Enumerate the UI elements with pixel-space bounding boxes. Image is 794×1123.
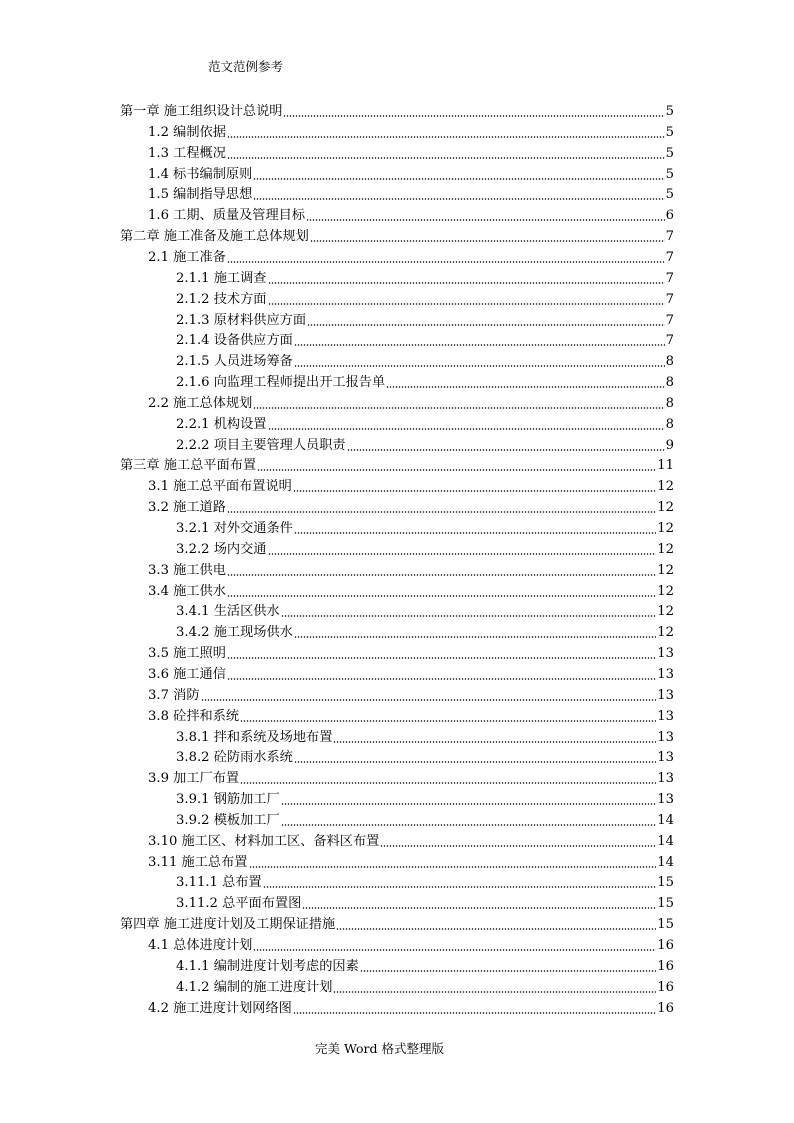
toc-entry-page-number: 12: [657, 479, 674, 495]
toc-dot-leader: [249, 866, 657, 868]
toc-entry-page-number: 12: [657, 583, 674, 599]
toc-dot-leader: [253, 178, 664, 180]
toc-entry[interactable]: [120, 454, 674, 474]
toc-entry-title: 3.2.1 对外交通条件: [176, 521, 293, 536]
toc-dot-leader: [227, 136, 665, 138]
toc-entry-page-number: 7: [665, 229, 674, 245]
toc-entry[interactable]: [176, 350, 674, 370]
toc-entry-page-number: 16: [657, 958, 674, 974]
page-footer: 完美 Word 格式整理版: [315, 1041, 444, 1056]
toc-entry-page-number: 14: [657, 812, 674, 828]
toc-dot-leader: [294, 636, 656, 638]
toc-entry-page-number: 5: [665, 104, 674, 119]
toc-entry-title: 2.1.1 施工调查: [176, 270, 267, 286]
toc-entry-title: 3.3 施工供电: [148, 562, 226, 578]
toc-entry-title: 3.11.2 总平面布置图: [176, 896, 302, 912]
toc-entry[interactable]: [176, 288, 674, 308]
toc-entry-title: 1.5 编制指导思想: [148, 187, 253, 203]
toc-dot-leader: [307, 324, 665, 326]
toc-dot-leader: [227, 657, 656, 659]
toc-dot-leader: [310, 240, 665, 242]
toc-dot-leader: [253, 949, 656, 951]
toc-dot-leader: [268, 553, 657, 555]
toc-entry-title: 2.1.4 设备供应方面: [176, 333, 293, 349]
toc-entry-title: 3.11 施工总布置: [148, 854, 248, 870]
toc-entry-title: 3.4 施工供水: [148, 583, 226, 599]
toc-entry[interactable]: [176, 517, 674, 537]
toc-entry-title: 3.8.1 拌和系统及场地布置: [176, 729, 333, 745]
toc-entry-page-number: 8: [665, 375, 674, 391]
toc-dot-leader: [306, 219, 665, 221]
toc-entry-page-number: 13: [657, 687, 674, 703]
toc-dot-leader: [268, 282, 665, 284]
toc-dot-leader: [253, 198, 664, 200]
toc-entry-page-number: 13: [657, 646, 674, 662]
toc-entry[interactable]: [148, 934, 674, 954]
toc-entry[interactable]: [148, 559, 674, 579]
toc-dot-leader: [380, 845, 656, 847]
toc-entry[interactable]: [120, 913, 674, 933]
toc-dot-leader: [281, 615, 657, 617]
toc-entry-title: 3.8 砼拌和系统: [148, 708, 240, 724]
toc-entry-title: 2.2.1 机构设置: [176, 416, 267, 432]
toc-entry-title: 3.1 施工总平面布置说明: [148, 479, 292, 495]
toc-entry[interactable]: [176, 309, 674, 329]
toc-entry-page-number: 6: [665, 208, 674, 224]
toc-entry-page-number: 12: [657, 625, 674, 641]
toc-entry[interactable]: [148, 642, 674, 662]
toc-entry[interactable]: [148, 163, 674, 183]
toc-entry-page-number: 7: [665, 291, 674, 307]
toc-entry[interactable]: [176, 746, 674, 766]
toc-dot-leader: [227, 595, 656, 597]
toc-entry[interactable]: [148, 684, 674, 704]
toc-entry-title: 3.7 消防: [148, 687, 200, 703]
toc-entry-title: 第四章 施工进度计划及工期保证措施: [120, 917, 336, 933]
toc-entry[interactable]: [176, 267, 674, 287]
toc-entry-page-number: 13: [657, 750, 674, 766]
toc-entry-page-number: 16: [657, 938, 674, 953]
toc-dot-leader: [268, 428, 665, 430]
toc-entry[interactable]: [148, 121, 674, 141]
toc-entry[interactable]: [148, 997, 674, 1017]
toc-dot-leader: [333, 741, 656, 743]
toc-entry-title: 3.5 施工照明: [148, 646, 226, 662]
toc-entry-title: 3.10 施工区、材料加工区、备料区布置: [148, 833, 380, 849]
toc-entry-page-number: 8: [665, 354, 674, 370]
toc-entry-title: 2.2 施工总体规划: [148, 395, 253, 411]
toc-entry[interactable]: [176, 621, 674, 641]
toc-dot-leader: [294, 532, 656, 534]
toc-entry-page-number: 16: [657, 979, 674, 995]
toc-entry[interactable]: [148, 183, 674, 203]
toc-entry-title: 3.4.1 生活区供水: [176, 604, 280, 620]
toc-entry[interactable]: [148, 705, 674, 725]
toc-entry-title: 2.1.2 技术方面: [176, 291, 267, 307]
toc-entry-title: 2.2.2 项目主要管理人员职责: [176, 437, 346, 453]
toc-entry-title: 3.2 施工道路: [148, 500, 226, 516]
toc-entry-title: 3.8.2 砼防雨水系统: [176, 750, 293, 766]
toc-entry[interactable]: [148, 851, 674, 871]
toc-entry-page-number: 12: [657, 562, 674, 578]
toc-dot-leader: [240, 720, 656, 722]
toc-entry-title: 4.1.2 编制的施工进度计划: [176, 979, 333, 995]
toc-dot-leader: [333, 991, 656, 993]
toc-entry-page-number: 8: [665, 416, 674, 432]
toc-entry[interactable]: [176, 955, 674, 975]
toc-entry-title: 1.2 编制依据: [148, 124, 226, 140]
toc-entry[interactable]: [120, 100, 674, 120]
toc-dot-leader: [263, 886, 657, 888]
toc-entry-title: 1.3 工程概况: [148, 145, 226, 161]
toc-dot-leader: [294, 365, 665, 367]
toc-entry[interactable]: [148, 767, 674, 787]
toc-entry-page-number: 12: [657, 500, 674, 516]
toc-entry[interactable]: [176, 329, 674, 349]
page-header: 范文范例参考: [208, 59, 284, 74]
toc-dot-leader: [227, 678, 656, 680]
toc-entry-page-number: 14: [657, 833, 674, 849]
toc-entry-page-number: 9: [665, 437, 674, 453]
toc-entry[interactable]: [176, 871, 674, 891]
toc-dot-leader: [294, 761, 656, 763]
toc-dot-leader: [253, 407, 664, 409]
toc-dot-leader: [347, 449, 665, 451]
toc-dot-leader: [227, 157, 665, 159]
toc-dot-leader: [294, 344, 665, 346]
toc-entry-title: 4.1 总体进度计划: [148, 938, 253, 953]
toc-entry-page-number: 14: [657, 854, 674, 870]
toc-dot-leader: [281, 824, 657, 826]
toc-entry-page-number: 16: [657, 1000, 674, 1016]
toc-entry[interactable]: [176, 788, 674, 808]
toc-dot-leader: [240, 782, 656, 784]
toc-entry-title: 第三章 施工总平面布置: [120, 458, 257, 474]
toc-entry[interactable]: [148, 496, 674, 516]
toc-entry[interactable]: [148, 142, 674, 162]
toc-entry-title: 3.6 施工通信: [148, 666, 226, 682]
toc-entry-page-number: 8: [665, 395, 674, 411]
toc-entry-title: 2.1.6 向监理工程师提出开工报告单: [176, 375, 386, 391]
toc-entry-title: 2.1 施工准备: [148, 249, 226, 265]
toc-dot-leader: [227, 574, 656, 576]
toc-entry-page-number: 7: [665, 312, 674, 328]
toc-entry-title: 1.6 工期、质量及管理目标: [148, 208, 306, 224]
toc-entry-page-number: 5: [665, 124, 674, 140]
toc-entry-title: 2.1.5 人员进场筹备: [176, 354, 293, 370]
toc-dot-leader: [293, 1012, 656, 1014]
toc-dot-leader: [360, 970, 656, 972]
toc-entry[interactable]: [176, 371, 674, 391]
toc-entry[interactable]: [148, 663, 674, 683]
toc-entry-title: 3.9 加工厂布置: [148, 771, 240, 787]
toc-entry[interactable]: [148, 830, 674, 850]
toc-entry[interactable]: [176, 434, 674, 454]
toc-entry-title: 3.4.2 施工现场供水: [176, 625, 293, 641]
toc-dot-leader: [227, 511, 656, 513]
toc-entry-page-number: 5: [665, 166, 674, 182]
toc-entry[interactable]: [176, 538, 674, 558]
toc-entry-page-number: 5: [665, 187, 674, 203]
toc-dot-leader: [302, 907, 656, 909]
toc-entry[interactable]: [176, 809, 674, 829]
toc-entry-title: 第一章 施工组织设计总说明: [120, 104, 283, 119]
toc-dot-leader: [386, 386, 664, 388]
toc-entry-page-number: 13: [657, 771, 674, 787]
toc-entry-page-number: 7: [665, 270, 674, 286]
toc-entry[interactable]: [176, 976, 674, 996]
toc-entry[interactable]: [176, 413, 674, 433]
toc-entry[interactable]: [176, 600, 674, 620]
toc-entry-page-number: 15: [657, 896, 674, 912]
toc-dot-leader: [281, 803, 657, 805]
toc-entry[interactable]: [148, 392, 674, 412]
toc-entry-title: 第二章 施工准备及施工总体规划: [120, 229, 309, 245]
toc-entry[interactable]: [148, 475, 674, 495]
toc-entry[interactable]: [176, 726, 674, 746]
toc-entry-title: 3.2.2 场内交通: [176, 541, 267, 557]
toc-dot-leader: [336, 928, 656, 930]
toc-entry-page-number: 12: [657, 541, 674, 557]
toc-entry-page-number: 13: [657, 708, 674, 724]
toc-entry[interactable]: [148, 580, 674, 600]
toc-entry-page-number: 12: [657, 604, 674, 620]
toc-entry-title: 3.9.1 钢筋加工厂: [176, 792, 280, 808]
toc-dot-leader: [257, 469, 656, 471]
toc-entry-page-number: 7: [665, 249, 674, 265]
toc-entry-page-number: 11: [657, 458, 674, 474]
toc-entry-title: 1.4 标书编制原则: [148, 166, 253, 182]
toc-entry-title: 3.9.2 模板加工厂: [176, 812, 280, 828]
toc-entry-title: 3.11.1 总布置: [176, 875, 262, 891]
toc-entry[interactable]: [120, 225, 674, 245]
toc-entry-title: 2.1.3 原材料供应方面: [176, 312, 307, 328]
toc-entry-page-number: 5: [665, 145, 674, 161]
toc-entry[interactable]: [176, 892, 674, 912]
toc-dot-leader: [268, 303, 665, 305]
toc-entry-page-number: 15: [657, 917, 674, 933]
toc-dot-leader: [293, 490, 656, 492]
toc-dot-leader: [201, 699, 657, 701]
toc-entry-page-number: 13: [657, 666, 674, 682]
toc-dot-leader: [227, 261, 665, 263]
toc-entry-title: 4.2 施工进度计划网络图: [148, 1000, 292, 1016]
toc-entry-page-number: 13: [657, 729, 674, 745]
toc-entry-page-number: 7: [665, 333, 674, 349]
toc-entry[interactable]: [148, 204, 674, 224]
toc-dot-leader: [283, 115, 664, 117]
toc-entry-title: 4.1.1 编制进度计划考虑的因素: [176, 958, 359, 974]
toc-entry[interactable]: [148, 246, 674, 266]
toc-entry-page-number: 13: [657, 792, 674, 808]
toc-entry-page-number: 15: [657, 875, 674, 891]
toc-entry-page-number: 12: [657, 521, 674, 536]
